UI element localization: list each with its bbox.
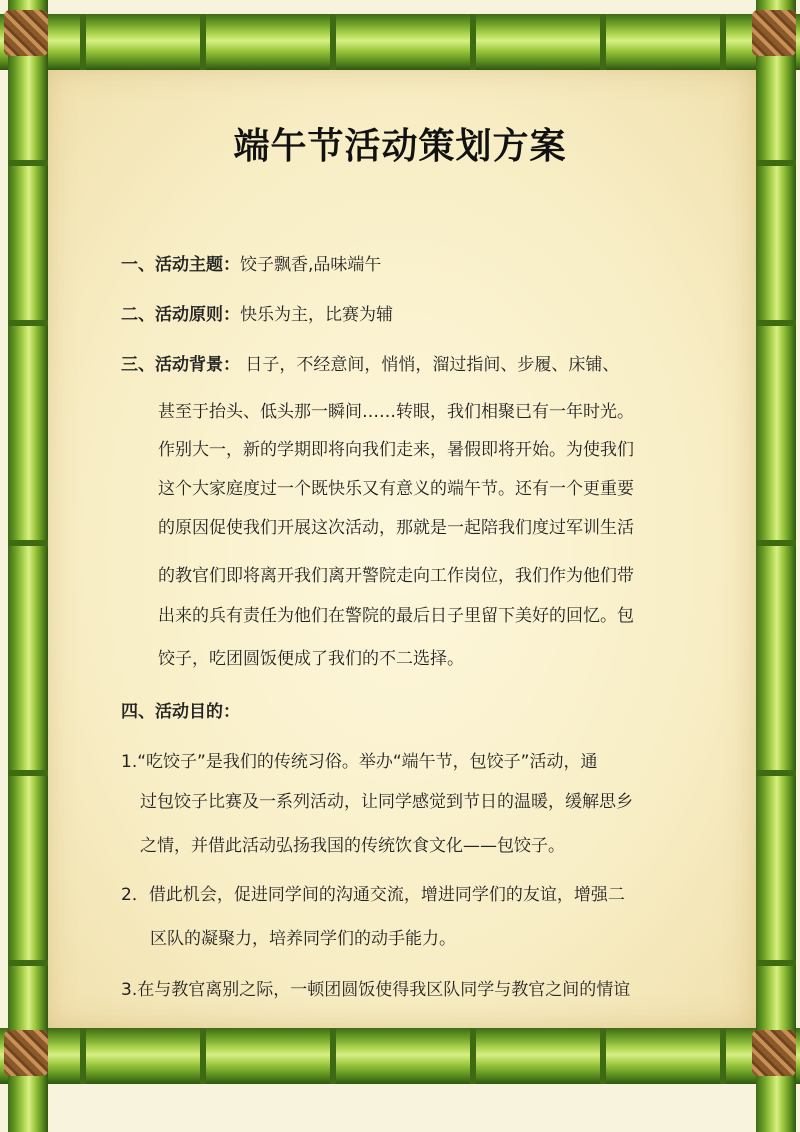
- background-text-line: 这个大家庭度过一个既快乐又有意义的端午节。还有一个更重要: [158, 479, 634, 499]
- bamboo-frame-top: [0, 14, 800, 70]
- theme-line: [121, 253, 381, 277]
- rope-knot-icon: [752, 1030, 796, 1076]
- purpose-item-line: 过包饺子比赛及一系列活动，让同学感觉到节日的温暖，缓解思乡: [140, 792, 633, 812]
- theme-text: 饺子飘香,品味端午: [240, 255, 382, 275]
- rope-knot-icon: [752, 10, 796, 56]
- purpose-item-line: 3.在与教官离别之际，一顿团圆饭使得我区队同学与教官之间的情谊: [121, 980, 631, 1000]
- purpose-item-line: 2．借此机会，促进同学间的沟通交流，增进同学们的友谊，增强二: [121, 885, 625, 905]
- principle-text: 快乐为主，比赛为辅: [240, 305, 393, 325]
- background-text-line: 的原因促使我们开展这次活动，那就是一起陪我们度过军训生活: [158, 518, 634, 538]
- principle-label: 二、活动原则：: [121, 305, 240, 325]
- background-text-line: 出来的兵有责任为他们在警院的最后日子里留下美好的回忆。包: [158, 606, 634, 626]
- background-line: [121, 353, 619, 377]
- background-text-line: 的教官们即将离开我们离开警院走向工作岗位，我们作为他们带: [158, 566, 634, 586]
- background-text-line: 饺子，吃团圆饭便成了我们的不二选择。: [158, 649, 464, 669]
- background-text-line: 日子，不经意间，悄悄，溜过指间、步履、床铺、: [245, 355, 620, 375]
- background-text-line: 甚至于抬头、低头那一瞬间……转眼，我们相聚已有一年时光。: [158, 402, 634, 422]
- principle-line: [121, 303, 393, 327]
- rope-knot-icon: [4, 1030, 48, 1076]
- rope-knot-icon: [4, 10, 48, 56]
- bamboo-frame-right: [756, 0, 796, 1132]
- purpose-item-line: 区队的凝聚力，培养同学们的动手能力。: [150, 929, 456, 949]
- bamboo-frame-bottom: [0, 1028, 800, 1084]
- purpose-heading: 四、活动目的：: [121, 702, 240, 722]
- purpose-item-line: 1.“吃饺子”是我们的传统习俗。举办“端午节，包饺子”活动，通: [121, 752, 598, 772]
- background-label: 三、活动背景：: [121, 355, 240, 375]
- theme-label: 一、活动主题：: [121, 255, 240, 275]
- page-title: 端午节活动策划方案: [233, 126, 567, 167]
- purpose-item-line: 之情，并借此活动弘扬我国的传统饮食文化——包饺子。: [140, 836, 565, 856]
- background-text-line: 作别大一，新的学期即将向我们走来，暑假即将开始。为使我们: [158, 440, 634, 460]
- bamboo-frame-left: [8, 0, 48, 1132]
